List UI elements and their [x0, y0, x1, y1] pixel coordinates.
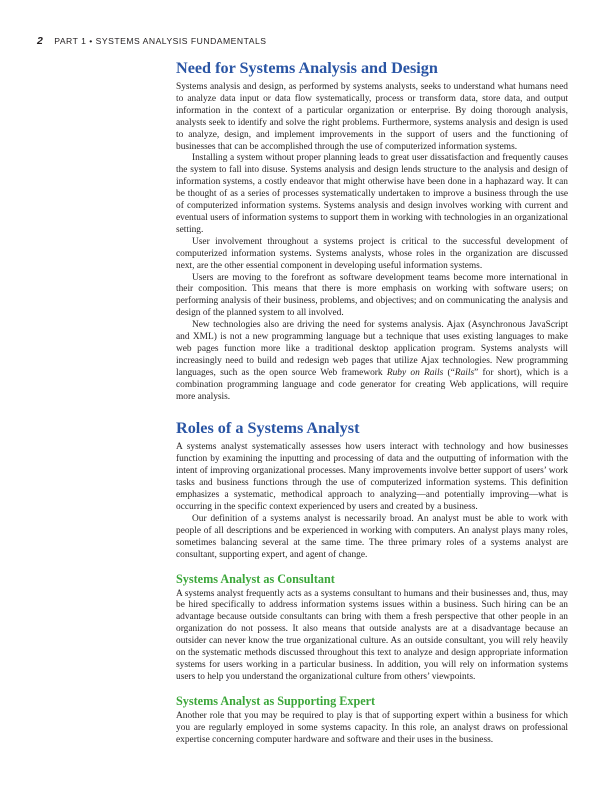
- running-title: PART 1 • SYSTEMS ANALYSIS FUNDAMENTALS: [54, 36, 267, 46]
- ruby-on-rails-term: Ruby on Rails: [386, 367, 444, 378]
- page-number: 2: [37, 35, 44, 47]
- paragraph: User involvement throughout a systems project is critical to the successful development of computerized information systems. Systems analysts, whose roles in the organization are discussed next, are the other essential component in developing useful information systems.: [176, 236, 568, 271]
- paragraph-ajax: [176, 320, 568, 403]
- main-column: [176, 58, 568, 747]
- paragraph-text: (“: [443, 367, 455, 378]
- rails-term: Rails: [454, 367, 475, 378]
- paragraph-text: ” for short), which is a combination programming language and code generator for creating Web applications, will require more analysis.: [176, 367, 569, 402]
- paragraph: Our definition of a systems analyst is necessarily broad. An analyst must be able to work with people of all descriptions and be experienced in working with computers. An analyst plays many roles, sometimes balancing several at the same time. The three primary roles of a systems analyst are consultant, supporting expert, and agent of change.: [176, 513, 568, 560]
- paragraph: A systems analyst frequently acts as a systems consultant to humans and their businesses and, thus, may be hired specifically to address information systems issues within a business. Such hiring can be an advantage because outside consultants can bring with them a fresh perspective that other people in an organization do not possess. It also means that outside analysts are at a disadvantage because an outsider can never know the true organizational culture. As an outside consultant, you will rely heavily on the systematic methods discussed throughout this text to analyze and design appropriate information systems for users working in a particular business. In addition, you will rely on information systems users to help you understand the organizational culture from others’ viewpoints.: [176, 588, 568, 682]
- subheading-consultant: Systems Analyst as Consultant: [176, 571, 335, 586]
- paragraph: A systems analyst systematically assesses how users interact with technology and how businesses function by examining the inputting and processing of data and the outputting of information with the intent of improving organizational processes. Many improvements involve better support of users’ work tasks and business functions through the use of computerized information systems. This definition emphasizes a systematic, methodical approach to analyzing—and potentially improving—what is occurring in the specific context experienced by users and created by a business.: [176, 442, 568, 512]
- paragraph: Installing a system without proper planning leads to great user dissatisfaction and frequently causes the system to fall into disuse. Systems analysis and design lends structure to the analysis and design of information systems, a costly endeavor that might otherwise have been done in a haphazard way. It can be thought of as a series of processes systematically undertaken to improve a business through the use of computerized information systems. Systems analysis and design involves working with current and eventual users of information systems to support them in working with technologies in an organizational setting.: [176, 153, 568, 235]
- running-head: [37, 35, 266, 47]
- section-heading-need: Need for Systems Analysis and Design: [176, 59, 438, 77]
- subheading-supporting-expert: Systems Analyst as Supporting Expert: [176, 693, 376, 708]
- paragraph: Another role that you may be required to play is that of supporting expert within a business for which you are regularly employed in some systems capacity. In this role, an analyst draws on professional expertise concerning computer hardware and software and their uses in the business.: [176, 710, 568, 745]
- section-heading-roles: Roles of a Systems Analyst: [176, 419, 360, 438]
- paragraph: Systems analysis and design, as performed by systems analysts, seeks to understand what humans need to analyze data input or data flow systematically, process or transform data, store data, and output information in the context of a particular organization or enterprise. By doing thorough analysis, analysts seek to identify and solve the right problems. Furthermore, systems analysis and design is used to analyze, design, and implement improvements in the support of users and the functioning of businesses that can be accomplished through the use of computerized information systems.: [176, 82, 568, 152]
- paragraph: Users are moving to the forefront as software development teams become more international in their composition. This means that there is more emphasis on working with software users; on performing analysis of their business, problems, and objectives; and on communicating the analysis and design of the planned system to all involved.: [176, 272, 568, 319]
- paragraph-text: New technologies also are driving the need for systems analysis. Ajax (Asynchronous JavaScript and XML) is not a new programming language but a technique that uses existing languages to make web pages function more like a traditional desktop application program. Systems analysts will increasingly need to build and redesign web pages that utilize Ajax technologies. New programming languages, such as the open source Web framework: [176, 320, 568, 378]
